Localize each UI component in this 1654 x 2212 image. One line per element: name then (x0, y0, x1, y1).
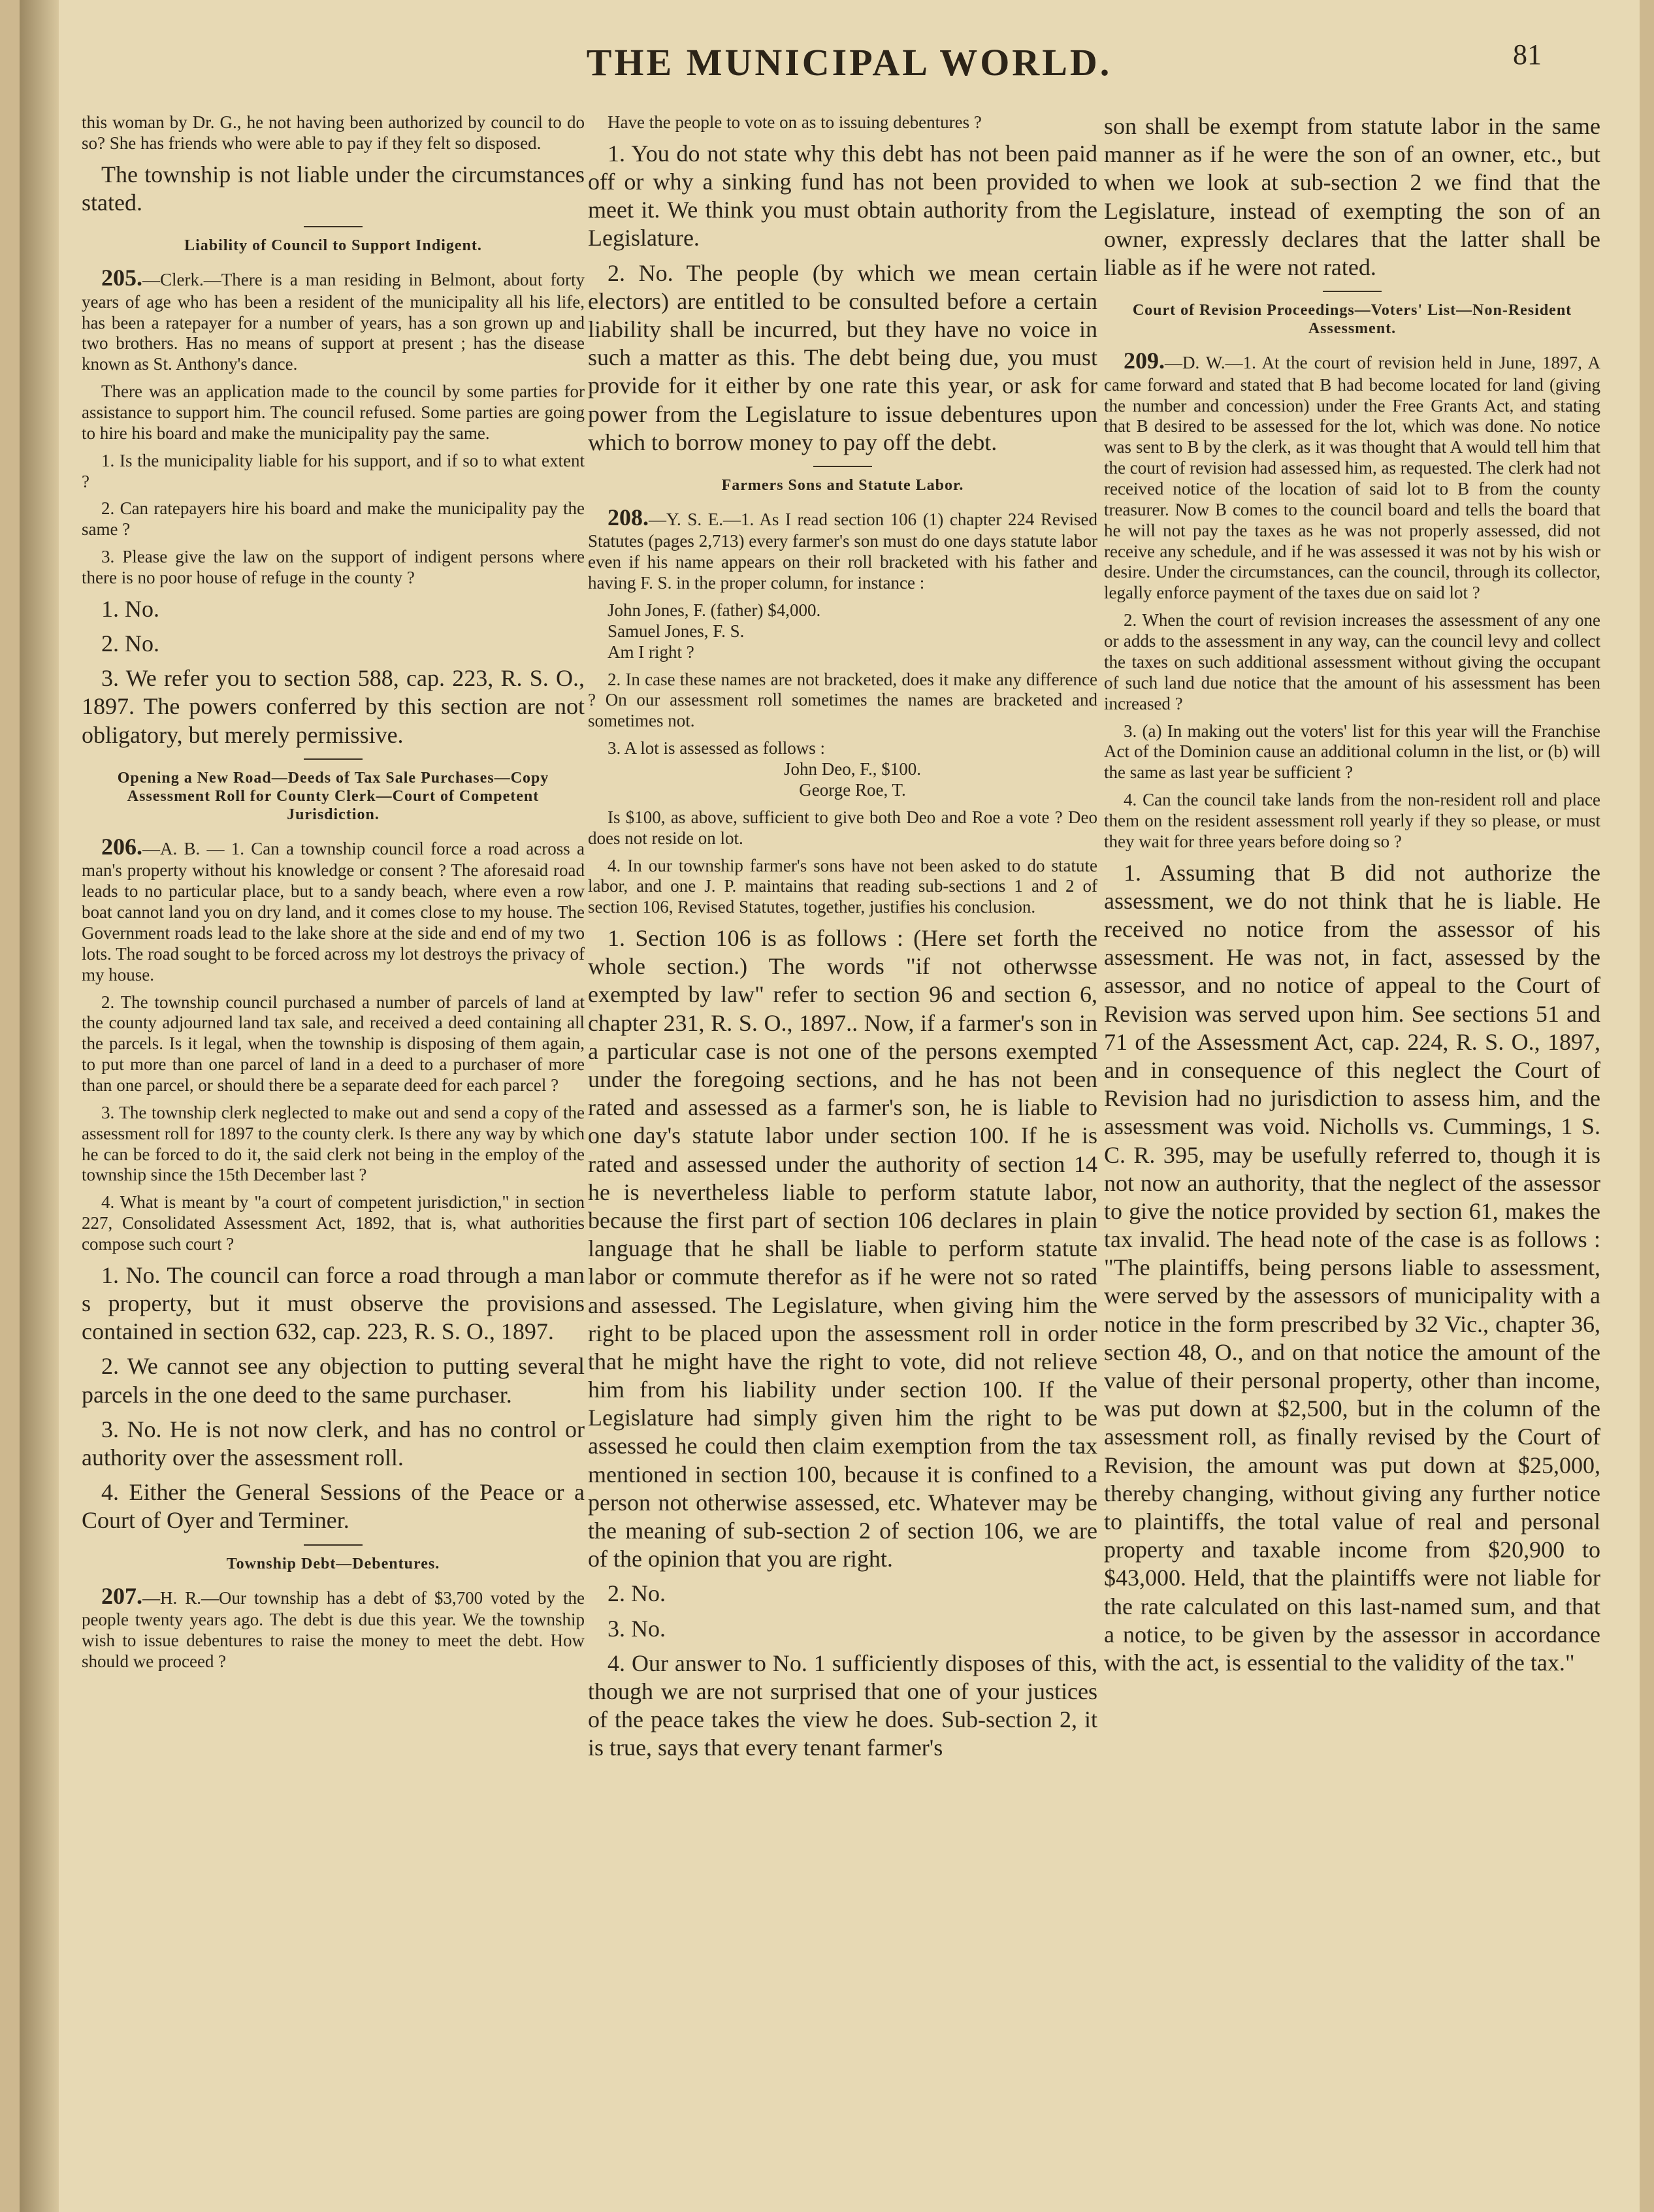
answer: 2. We cannot see any objection to putting several parcels in the one deed to the same purchaser. (82, 1353, 585, 1408)
question: 4. What is meant by "a court of competent jurisdiction," in section 227, Consolidated Assessment Act, 1892, that is, what authorities compose such court ? (82, 1192, 585, 1254)
example-line: George Roe, T. (799, 779, 906, 800)
answer: 3. We refer you to section 588, cap. 223, R. S. O., 1897. The powers conferred by this section are not obligatory, but merely permissive. (82, 665, 585, 748)
question: —Clerk.—There is a man residing in Belmont, about forty years of age who has been a resident of the municipality all his life, has been a ratepayer for a number of years, has a son grown up and two brothers. Has no means of support at present ; has the disease known as St. Anthony's dance. (82, 270, 585, 374)
paragraph: this woman by Dr. G., he not having been authorized by council to do so? She has friends who were able to pay if they felt so disposed. (82, 112, 585, 153)
section-heading: Farmers Sons and Statute Labor. (721, 476, 964, 494)
question: 3. The township clerk neglected to make out and send a copy of the assessment roll for 1897 to the county clerk. Is there any way by which he can be forced to do it, the said clerk not being in the employ of the township since the 15th December last ? (82, 1102, 585, 1185)
page-number: 81 (1513, 39, 1542, 71)
section-heading: Court of Revision Proceedings—Voters' List—Non-Resident Assessment. (1132, 302, 1572, 338)
question: —H. R.—Our township has a debt of $3,700 voted by the people twenty years ago. The debt is due this year. We the township wish to issue debentures to raise the money to meet the debt. How should we proceed ? (82, 1587, 585, 1671)
answer: 2. No. (608, 1580, 666, 1607)
example-line: John Deo, F., $100. (783, 759, 922, 779)
question: 2. In case these names are not bracketed, does it make any difference ? On our assessment roll sometimes the names are bracketed and sometimes not. (588, 669, 1097, 731)
question-number: 208. (608, 504, 649, 530)
question: —A. B. — 1. Can a township council force a road across a man's property without his knowledge or consent ? The aforesaid road leads to no particular place, but to a sandy beach, where even a row boat cannot land you on dry land, and it comes close to my house. The Government roads lead to the lake shore at the side and end of my two lots. The road sought to be forced across my lot destroys the privacy of my house. (82, 838, 585, 984)
answer: 1. You do not state why this debt has not been paid off or why a sinking fund has not been provided to meet it. We think you must obtain authority from the Legislature. (588, 140, 1097, 252)
answer: 1. No. (101, 595, 159, 622)
answer: 3. No. He is not now clerk, and has no control or authority over the assessment roll. (82, 1416, 585, 1471)
answer: son shall be exempt from statute labor in the same manner as if he were the son of an owner, etc., but when we look at sub-section 2 we find that the Legislature, instead of exempting the son of an owner, expressly declares that the latter shall be liable as if he were not rated. (1104, 113, 1600, 280)
answer: 1. Assuming that B did not authorize the assessment, we do not think that he is liable. He received no notice from the assessor of his assessment. He was not, in fact, assessed by the assessor, and no notice of appeal to the Court of Revision was served upon him. See sections 51 and 71 of the Assessment Act, cap. 224, R. S. O., 1897, and in consequence of this neglect the Court of Revision had no jurisdiction to assess him, and the assessment was void. Nicholls vs. Cummings, 1 S. C. R. 395, may be usefully referred to, though it is not now an authority, that the neglect of the assessor to give the notice provided by section 61, makes the tax invalid. The head note of the case is as follows : "The plaintiffs, being persons liable to assessment, were served by the assessors of municipality with a notice in the form prescribed by 32 Vic., chapter 36, section 48, O., and on that notice the amount of the value of their personal property, other than income, was put down at $2,500, but in the column of the assessment roll, as finally revised by the Court of Revision, the amount was put down at $25,000, thereby changing, without giving any further notice to plaintiffs, the total value of real and personal property and taxable income from $20,900 to $43,000. Held, that the plaintiffs were not liable for the rate calculated on this last-named sum, and that a notice, to be given by the assessor in accordance with the act, is essential to the validity of the tax." (1104, 859, 1600, 1676)
section-heading: Liability of Council to Support Indigent. (184, 237, 482, 255)
question: 2. Can ratepayers hire his board and make the municipality pay the same ? (82, 498, 585, 540)
divider (304, 226, 363, 227)
answer: 4. Our answer to No. 1 sufficiently disposes of this, though we are not surprised that one of your justices of the peace takes the view he does. Sub-section 2, it is true, says that every tenant farmer's (588, 1650, 1097, 1761)
question: 3. (a) In making out the voters' list for this year will the Franchise Act of the Dominion cause an additional column in the list, or (b) will the same as last year be sufficient ? (1104, 721, 1600, 783)
question: —Y. S. E.—1. As I read section 106 (1) chapter 224 Revised Statutes (pages 2,713) every farmer's son must do one days statute labor even if his name appears on their roll bracketed with his father and having F. S. in the proper column, for instance : (588, 510, 1097, 593)
section-heading: Opening a New Road—Deeds of Tax Sale Purchases—Copy Assessment Roll for County Clerk—Court of Competent Jurisdiction. (117, 769, 549, 823)
question: 3. Please give the law on the support of indigent persons where there is no poor house of refuge in the county ? (82, 547, 585, 587)
divider (813, 466, 872, 467)
question: 2. When the court of revision increases the assessment of any one or adds to the assessment in any way, can the council levy and collect the taxes on such additional assessment without giving the occupant of such land due notice that the amount of his assessment has been increased ? (1104, 610, 1600, 713)
question-number: 207. (101, 1582, 142, 1609)
question: 4. In our township farmer's sons have not been asked to do statute labor, and one J. P. maintains that reading sub-sections 1 and 2 of section 106, Revised Statutes, together, justifies his conclusion. (588, 855, 1097, 917)
binding-gutter (20, 0, 59, 2212)
question: Have the people to vote on as to issuing debentures ? (608, 112, 982, 132)
column-2 (588, 112, 1097, 1769)
section-heading: Township Debt—Debentures. (226, 1555, 440, 1572)
answer: 4. Either the General Sessions of the Peace or a Court of Oyer and Terminer. (82, 1479, 585, 1534)
question: —D. W.—1. At the court of revision held in June, 1897, A came forward and stated that B had become located for land (giving the number and concession) under the Free Grants Act, and stating that B desired to be assessed for the lot, which was done. No notice was sent to B by the clerk, as it was thought that A would tell him that the court of revision had assessed him, as requested. The clerk had not received notice of the location of said lot to B from the county treasurer. Now B comes to the council board and tells the board that he will not pay the taxes as he was not properly assessed, did not receive any schedule, and if he was assessed it was not by his wish or desire. Under the circumstances, can the council, through its collector, legally enforce payment of the taxes due on said lot ? (1104, 353, 1600, 603)
question: 2. The township council purchased a number of parcels of land at the county adjourned land tax sale, and received a deed containing all the parcels. Is it legal, when the township is disposing of them again, to put more than one parcel of land in a deed to a purchaser of more than one parcel, or should there be a separate deed for each parcel ? (82, 992, 585, 1096)
example-line: John Jones, F. (father) $4,000. (608, 600, 821, 621)
question: Is $100, as above, sufficient to give both Deo and Roe a vote ? Deo does not reside on lot. (588, 807, 1097, 848)
question: 1. Is the municipality liable for his support, and if so to what extent ? (82, 450, 585, 491)
answer: The township is not liable under the circumstances stated. (82, 161, 585, 216)
column-3 (1104, 112, 1600, 1683)
divider (304, 1544, 363, 1546)
question-number: 209. (1124, 348, 1165, 374)
column-1 (82, 112, 585, 1679)
answer: 1. No. The council can force a road through a man s property, but it must observe the provisions contained in section 632, cap. 223, R. S. O., 1897. (82, 1261, 585, 1345)
newspaper-page (20, 0, 1640, 2212)
question: There was an application made to the council by some parties for assistance to support him. The council refused. Some parties are going to hire his board and make the municipality pay the same. (82, 382, 585, 443)
answer: 2. No. (101, 630, 159, 657)
question: 3. A lot is assessed as follows : (608, 738, 826, 758)
question: 4. Can the council take lands from the non-resident roll and place them on the resident assessment roll yearly if they so please, or must they wait for three years before doing so ? (1104, 790, 1600, 851)
answer: 2. No. The people (by which we mean certain electors) are entitled to be consulted before a certain liability shall be incurred, but they have no voice in such a matter as this. The debt being due, you must provide for it either by one rate this year, or ask for power from the Legislature to issue debentures upon which to borrow money to pay off the debt. (588, 259, 1097, 455)
divider (304, 758, 363, 760)
masthead: THE MUNICIPAL WORLD. (586, 41, 1112, 84)
example-line: Am I right ? (608, 642, 694, 662)
answer: 3. No. (608, 1615, 666, 1642)
answer: 1. Section 106 is as follows : (Here set forth the whole section.) The words "if not otherwsse exempted by law" refer to section 96 and section 6, chapter 231, R. S. O., 1897.. Now, if a farmer's son in a particular case is not one of the persons exempted under the foregoing sections, and he has not been rated and assessed as a farmer's son, he is liable to one day's statute labor under section 100. If he is rated and assessed under the authority of section 14 he is nevertheless liable to perform statute labor, because the first part of section 106 declares in plain language that he shall be liable to perform statute labor or commute therefor as if he were not so rated and assessed. The Legislature, when giving him the right to be placed upon the assessment roll in order that he might have the right to vote, did not relieve him from his liability under section 100. If the Legislature had simply given him the right to be assessed he could then claim exemption from the tax mentioned in section 100, because it is confined to a person not otherwise assessed, etc. Whatever may be the meaning of sub-section 2 of section 106, we are of the opinion that you are right. (588, 925, 1097, 1572)
example-line: Samuel Jones, F. S. (608, 621, 745, 641)
divider (1323, 291, 1382, 292)
question-number: 205. (101, 265, 142, 291)
question-number: 206. (101, 833, 142, 860)
